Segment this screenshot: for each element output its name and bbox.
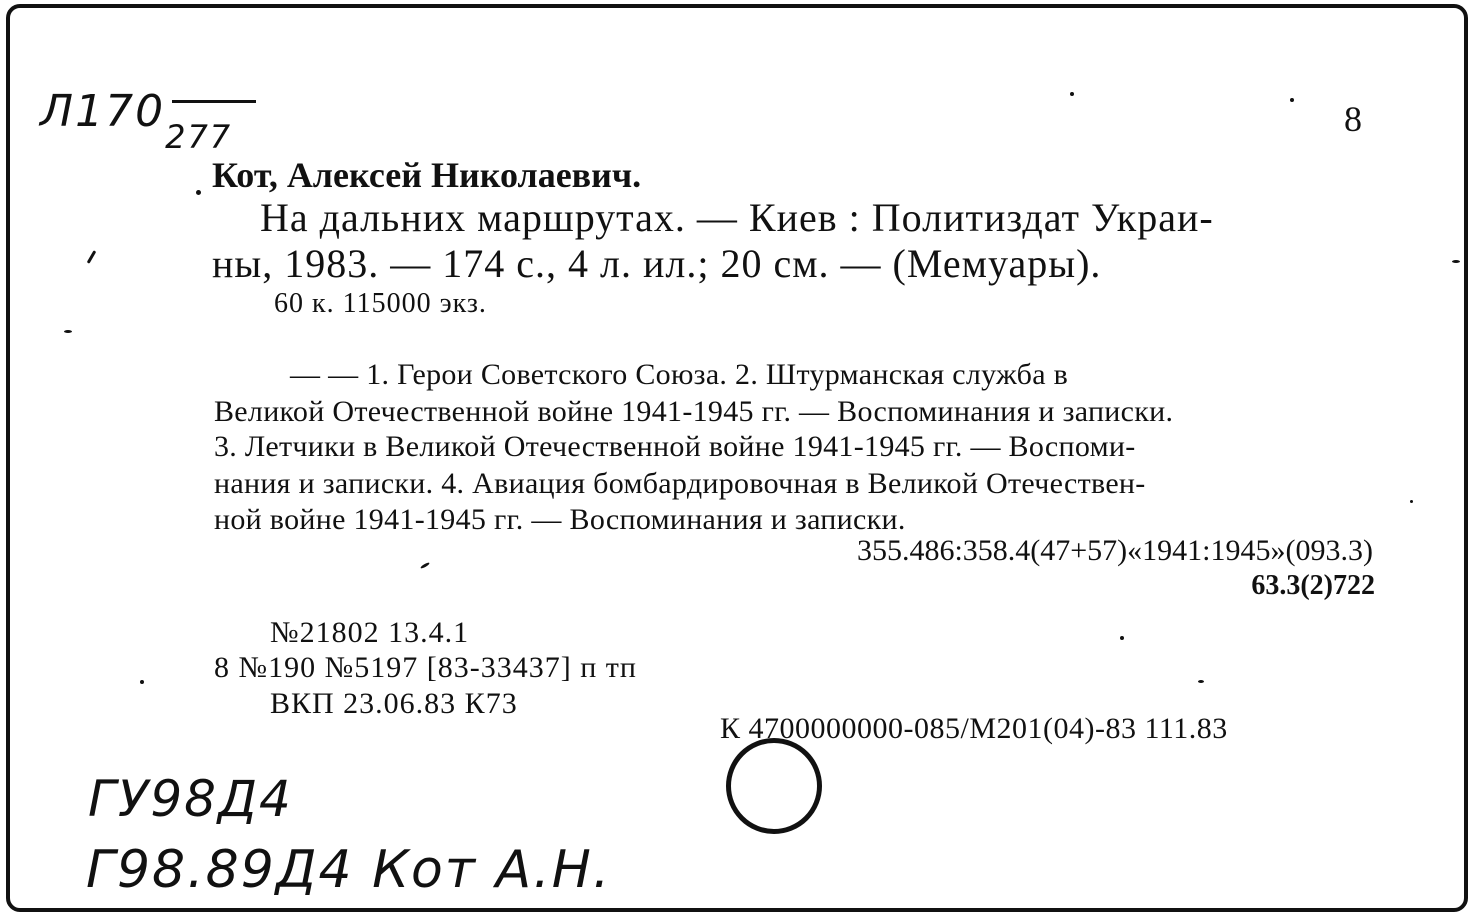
call-overline — [172, 100, 256, 103]
tech-line: ВКП 23.06.83 К73 — [270, 687, 518, 720]
bbk-index: 63.3(2)722 — [1251, 570, 1375, 601]
scan-speck — [1410, 500, 1413, 503]
scan-speck — [1290, 98, 1294, 102]
title-line-1: На дальних маршрутах. — Киев : Политиздат Украи- — [260, 195, 1214, 240]
subject-line: ной войне 1941-1945 гг. — Воспоминания и записки. — [214, 503, 906, 536]
card-number: 8 — [1344, 99, 1362, 139]
handwritten-note-2: Г98.89Д4 Кот А.Н. — [86, 840, 612, 900]
isbn-line: К 4700000000-085/М201(04)-83 111.83 — [720, 712, 1228, 745]
scan-speck — [1452, 260, 1460, 263]
author-heading: Кот, Алексей Николаевич. — [212, 155, 642, 195]
tech-line: №21802 13.4.1 — [270, 616, 470, 649]
scan-speck — [196, 190, 201, 195]
subject-line: — — 1. Герои Советского Союза. 2. Штурманская служба в — [290, 358, 1069, 391]
circle-stamp — [726, 738, 822, 834]
scan-speck — [1198, 680, 1204, 683]
subject-line: 3. Летчики в Великой Отечественной войне 1941-1945 гг. — Воспоми- — [214, 430, 1136, 463]
scan-speck — [1120, 636, 1124, 640]
handwritten-note-1: ГУ98Д4 — [88, 770, 293, 828]
title-line-2: ны, 1983. — 174 с., 4 л. ил.; 20 см. — (Мемуары). — [212, 241, 1102, 286]
subject-line: Великой Отечественной войне 1941-1945 гг. — Воспоминания и записки. — [214, 395, 1174, 428]
scan-speck — [1070, 92, 1074, 96]
tech-line: 8 №190 №5197 [83-33437] п тп — [214, 651, 637, 684]
call-number: $Л170_{277}$ — [40, 86, 233, 156]
price-and-run: 60 к. 115000 экз. — [274, 288, 487, 319]
call-subscript: 277 — [165, 118, 233, 156]
udc-index: 355.486:358.4(47+57)«1941:1945»(093.3) — [856, 534, 1373, 567]
scan-speck — [64, 330, 72, 333]
subject-line: нания и записки. 4. Авиация бомбардировочная в Великой Отечествен- — [214, 467, 1146, 500]
scan-speck — [140, 680, 144, 684]
